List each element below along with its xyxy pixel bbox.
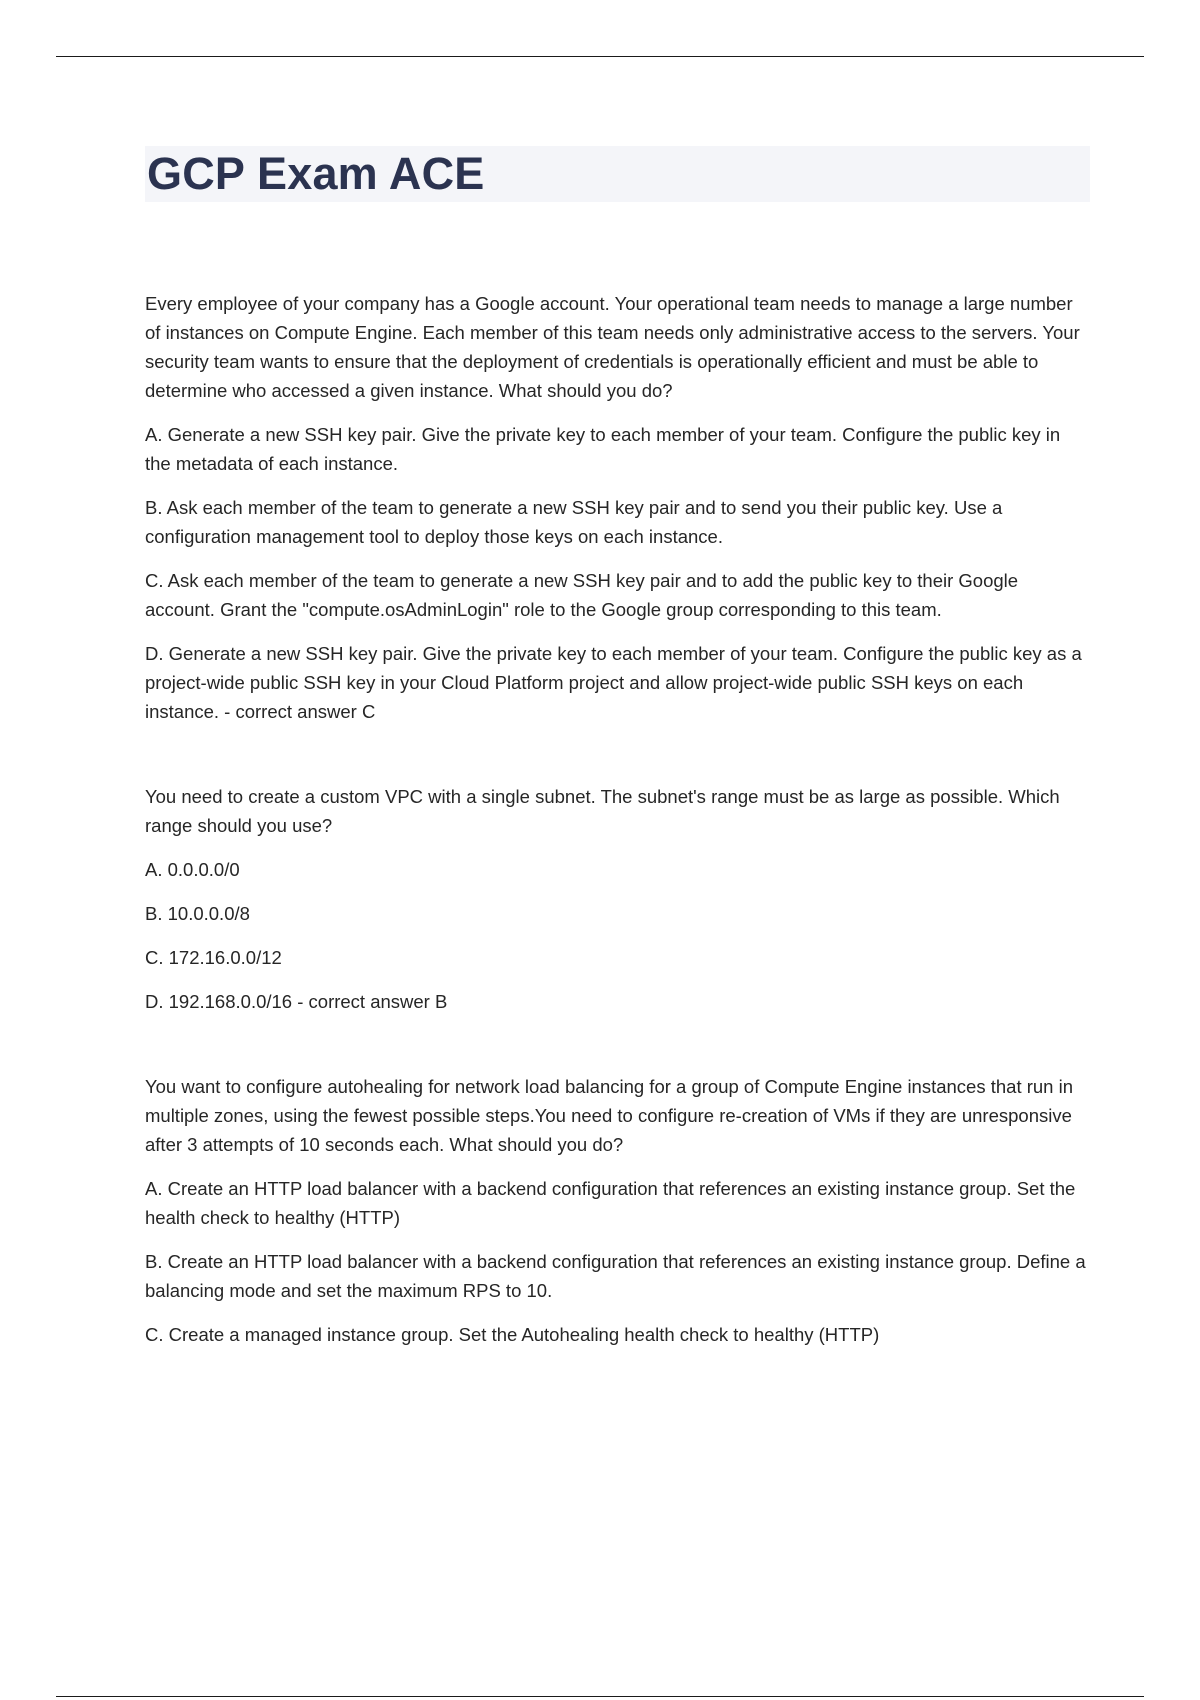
answer-option: A. 0.0.0.0/0	[145, 859, 240, 880]
answer-option: C. Ask each member of the team to generate a new SSH key pair and to add the public key to their Google account. Grant the "compute.osAdminLogin" role to the Google group corresponding to this team.	[145, 570, 1019, 620]
question-text: You need to create a custom VPC with a single subnet. The subnet's range must be as large as possible. Which range should you use?	[145, 786, 1060, 836]
answer-option: B. Create an HTTP load balancer with a backend configuration that references an existing instance group. Define a balancing mode and set the maximum RPS to 10.	[145, 1251, 1086, 1301]
answer-option: A. Create an HTTP load balancer with a backend configuration that references an existing instance group. Set the health check to healthy (HTTP)	[145, 1178, 1076, 1228]
top-rule	[56, 56, 1144, 57]
question-list	[145, 289, 1090, 1349]
answer-option: D. 192.168.0.0/16 - correct answer B	[145, 991, 448, 1012]
answer-option: C. Create a managed instance group. Set the Autohealing health check to healthy (HTTP)	[145, 1324, 880, 1345]
answer-option: A. Generate a new SSH key pair. Give the private key to each member of your team. Configure the public key in the metadata of each instance.	[145, 424, 1061, 474]
answer-option: B. Ask each member of the team to generate a new SSH key pair and to send you their public key. Use a configuration management tool to deploy those keys on each instance.	[145, 497, 1003, 547]
question-text: You want to configure autohealing for network load balancing for a group of Compute Engine instances that run in multiple zones, using the fewest possible steps.You need to configure re-creation of VMs if they are unresponsive after 3 attempts of 10 seconds each. What should you do?	[145, 1076, 1074, 1155]
document-body	[145, 146, 1090, 1349]
question-3	[145, 1072, 1090, 1349]
question-2	[145, 782, 1090, 1016]
answer-option: D. Generate a new SSH key pair. Give the private key to each member of your team. Configure the public key as a project-wide public SSH key in your Cloud Platform project and allow project-wide public SSH keys on each instance. - correct answer C	[145, 643, 1082, 722]
question-text: Every employee of your company has a Google account. Your operational team needs to manage a large number of instances on Compute Engine. Each member of this team needs only administrative access to the servers. Your security team wants to ensure that the deployment of credentials is operationally efficient and must be able to determine who accessed a given instance. What should you do?	[145, 293, 1080, 401]
answer-option: B. 10.0.0.0/8	[145, 903, 250, 924]
title-band	[145, 146, 1090, 202]
document-title: GCP Exam ACE	[147, 148, 485, 199]
bottom-rule	[56, 1696, 1144, 1697]
answer-option: C. 172.16.0.0/12	[145, 947, 282, 968]
question-1	[145, 289, 1090, 726]
